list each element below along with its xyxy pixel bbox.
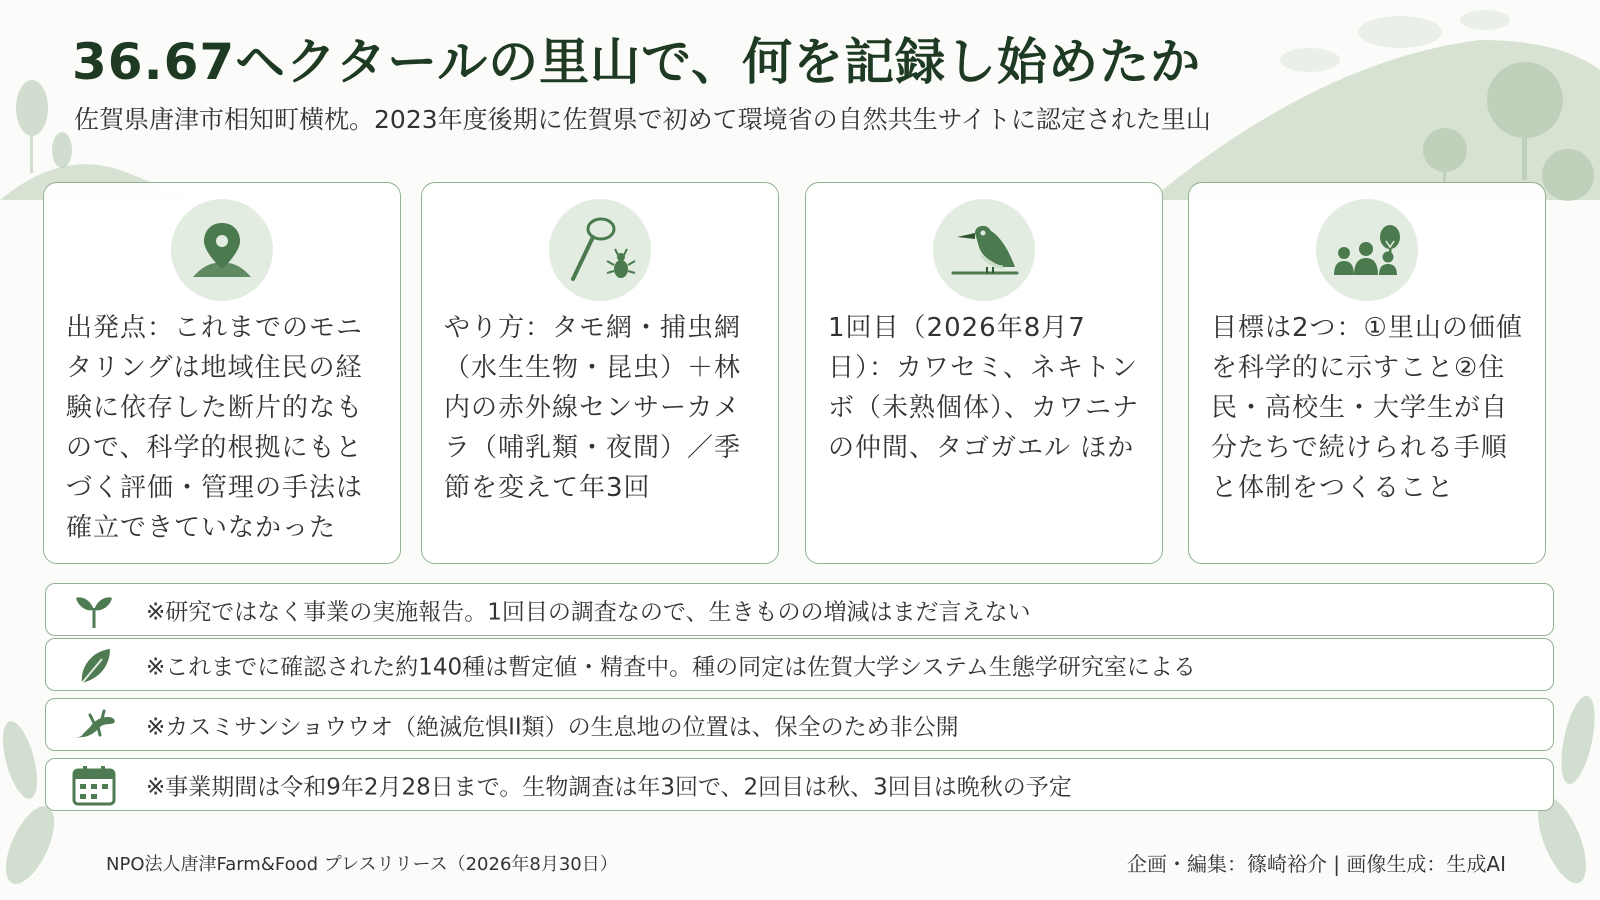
sprout-icon: [70, 588, 118, 632]
card-text: 1回目（2026年8月7日）：カワセミ、ネキトンボ（未熟個体）、カワニナの仲間、タゴガエル ほか: [828, 313, 1140, 463]
note-period: [45, 758, 1554, 811]
card-first-survey: [805, 182, 1163, 564]
kingfisher-icon: [933, 199, 1035, 301]
calendar-icon: [70, 763, 118, 807]
card-goals: [1188, 182, 1546, 564]
card-starting-point: [43, 182, 401, 564]
card-method: [421, 182, 779, 564]
people-tree-icon: [1316, 199, 1418, 301]
card-text: やり方：タモ網・捕虫網（水生生物・昆虫）＋林内の赤外線センサーカメラ（哺乳類・夜間）／季節を変えて年3回: [444, 313, 742, 503]
location-pin-icon: [171, 199, 273, 301]
footer-credits: 企画・編集：篠崎裕介 | 画像生成：生成AI: [1126, 852, 1506, 876]
card-text: 出発点：これまでのモニタリングは地域住民の経験に依存した断片的なもので、科学的根拠にもとづく評価・管理の手法は確立できていなかった: [66, 313, 364, 543]
note-text: ※これまでに確認された約140種は暫定値・精査中。種の同定は佐賀大学システム生態学研究室による: [146, 654, 1196, 680]
salamander-icon: [70, 703, 118, 747]
footer-press-release: NPO法人唐津Farm&Food プレスリリース（2026年8月30日）: [106, 854, 618, 875]
note-text: ※カスミサンショウウオ（絶滅危惧II類）の生息地の位置は、保全のため非公開: [146, 714, 959, 740]
note-salamander: [45, 698, 1554, 751]
card-text: 目標は2つ：①里山の価値を科学的に示すこと②住民・高校生・大学生が自分たちで続けられる手順と体制をつくること: [1211, 313, 1523, 503]
insect-net-icon: [549, 199, 651, 301]
leaf-icon: [70, 643, 118, 687]
note-text: ※事業期間は令和9年2月28日まで。生物調査は年3回で、2回目は秋、3回目は晩秋の予定: [146, 774, 1072, 800]
note-species-count: [45, 638, 1554, 691]
note-text: ※研究ではなく事業の実施報告。1回目の調査なので、生きものの増減はまだ言えない: [146, 599, 1031, 625]
page-title: 36.67ヘクタールの里山で、何を記録し始めたか: [72, 33, 1202, 91]
page-subtitle: 佐賀県唐津市相知町横枕。2023年度後期に佐賀県で初めて環境省の自然共生サイトに認定された里山: [74, 105, 1211, 134]
note-not-research: [45, 583, 1554, 636]
